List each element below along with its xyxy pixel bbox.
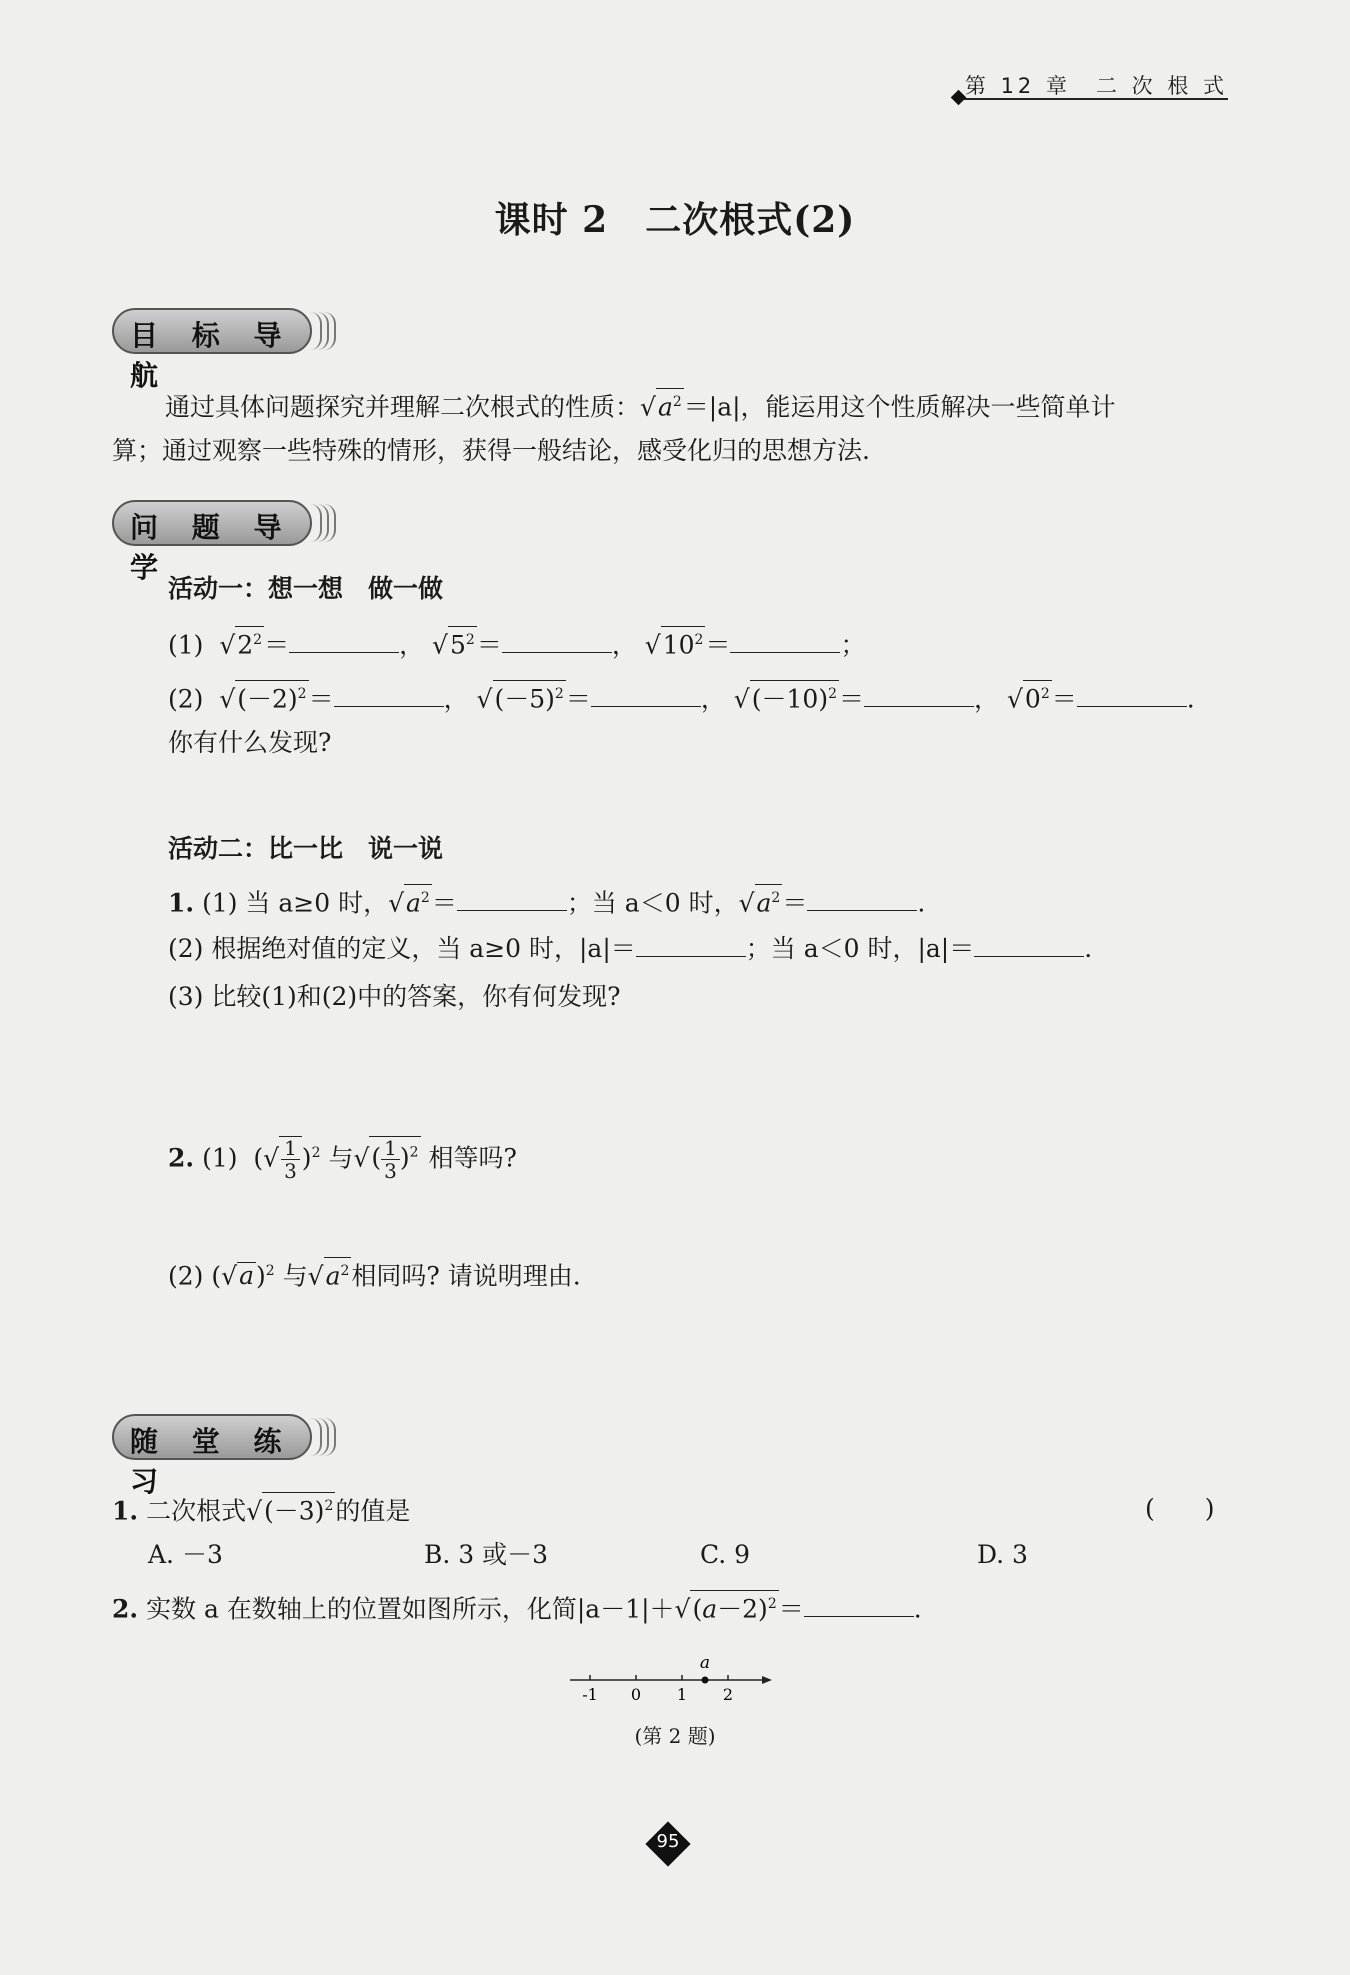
section-badge-goal	[112, 308, 324, 392]
lesson-title: 课时 2 二次根式(2)	[494, 199, 856, 241]
answer-blank[interactable]	[502, 630, 612, 653]
activity2-q2-2: (2) $(√a)^2$ 与$√a^2$相同吗? 请说明理由.	[168, 1254, 581, 1293]
answer-blank[interactable]	[636, 934, 746, 957]
tick-label: 1	[676, 1685, 688, 1704]
answer-blank[interactable]	[591, 684, 701, 707]
answer-blank[interactable]	[807, 888, 917, 911]
activity1-q1: (1) $√2^2=$ ， $√5^2=$ ， $√10^2=$ ；	[168, 626, 865, 662]
figure-caption: (第 2 题)	[634, 1724, 716, 1748]
activity1-question: 你有什么发现?	[168, 728, 332, 757]
answer-blank[interactable]	[457, 888, 567, 911]
activity2-q2-1: 2. (1) (√ $\frac{1}{3}$ )$^2$ 与√( $\frac{1}{3}$ )$^2$ 相等吗?	[168, 1136, 517, 1184]
answer-blank[interactable]	[334, 684, 444, 707]
practice-q1: 1. 二次根式$√(-3)^2$的值是	[112, 1492, 410, 1528]
answer-blank[interactable]	[1077, 684, 1187, 707]
tick-label: 0	[630, 1685, 642, 1704]
header-rule	[960, 98, 1228, 100]
activity1-q2: (2) $√(-2)^2=$ ， $√(-5)^2=$ ， $√(-10)^2=$ ， $√0^2=$ .	[168, 680, 1195, 716]
activity2-q1-3: (3) 比较(1)和(2)中的答案，你有何发现?	[168, 982, 621, 1011]
answer-blank[interactable]	[864, 684, 974, 707]
activity2-q1-2: (2) 根据绝对值的定义，当 a≥0 时，|a|＝ ；当 a＜0 时，|a|＝ .	[168, 934, 1093, 963]
section-title-guide: 问 题 导 学	[130, 511, 294, 584]
goal-text-line2: 算；通过观察一些特殊的情形，获得一般结论，感受化归的思想方法.	[112, 436, 870, 465]
activity1-title: 活动一：想一想 做一做	[168, 574, 444, 603]
arrow-icon	[762, 1676, 772, 1684]
page-number	[646, 1822, 690, 1866]
answer-blank[interactable]	[289, 630, 399, 653]
activity2-q1-1: 1. (1) 当 a≥0 时，$√a^2=$ ；当 a＜0 时，$√a^2=$ .	[168, 884, 925, 920]
point-a-label: a	[699, 1653, 711, 1673]
section-badge-practice	[112, 1414, 324, 1498]
option-c: C. 9	[700, 1540, 751, 1569]
activity2-title: 活动二：比一比 说一说	[168, 834, 444, 863]
point-a	[702, 1677, 709, 1684]
answer-paren[interactable]: ( )	[1145, 1494, 1215, 1523]
section-title-practice: 随 堂 练 习	[130, 1425, 294, 1498]
option-d: D. 3	[977, 1540, 1028, 1569]
answer-blank[interactable]	[730, 630, 840, 653]
section-badge-guide	[112, 500, 324, 584]
page-number-text: 95	[656, 1831, 680, 1852]
option-a: A. －3	[148, 1540, 223, 1569]
option-b: B. 3 或－3	[424, 1540, 549, 1569]
section-title-goal: 目 标 导 航	[130, 319, 294, 392]
practice-q2: 2. 实数 a 在数轴上的位置如图所示，化简$|a-1|+√(a-2)^2=$ .	[112, 1590, 922, 1626]
answer-blank[interactable]	[974, 934, 1084, 957]
number-line-figure	[560, 1650, 780, 1710]
tick-label: 2	[722, 1685, 734, 1704]
chapter-header: 第 12 章 二 次 根 式	[964, 74, 1228, 98]
goal-text-line1: 通过具体问题探究并理解二次根式的性质：$√a^2=|a|$，能运用这个性质解决一些简单计	[165, 388, 1116, 424]
answer-blank[interactable]	[804, 1594, 914, 1617]
tick-label: -1	[582, 1685, 598, 1704]
